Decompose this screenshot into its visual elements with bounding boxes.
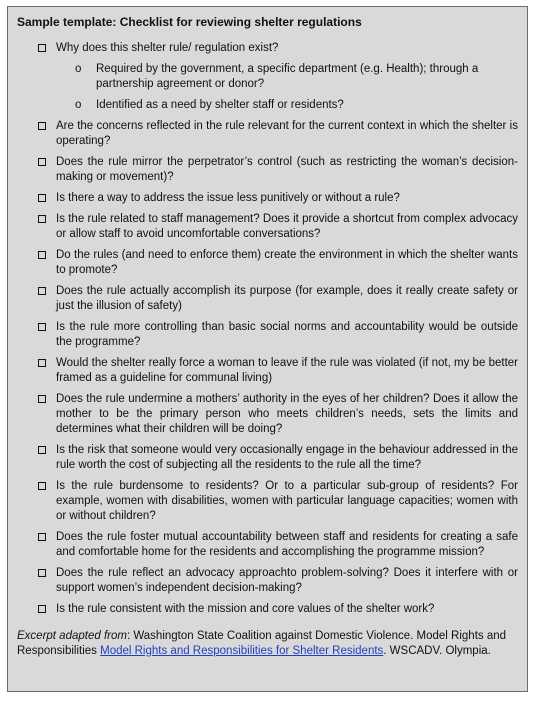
checklist-item-text: Is there a way to address the issue less punitively or without a rule? <box>56 192 400 204</box>
checklist-item-text: Does the rule undermine a mothers’ authority in the eyes of her children? Does it allow the mother to be the primary person who meets children’s needs, sets the limits and determines what their children will be doing? <box>56 393 518 435</box>
checkbox-icon[interactable] <box>38 395 46 403</box>
source-citation <box>17 629 518 659</box>
checklist-title: Sample template: Checklist for reviewing shelter regulations <box>17 15 362 29</box>
checklist-item-text: Is the rule more controlling than basic social norms and accountability would be outside the programme? <box>56 321 518 348</box>
checklist-item <box>8 356 527 386</box>
checklist-item <box>8 443 527 473</box>
checkbox-icon[interactable] <box>38 482 46 490</box>
checklist-item <box>8 566 527 596</box>
checklist-item <box>8 248 527 278</box>
sub-list <box>56 62 518 113</box>
checklist-item-text: Are the concerns reflected in the rule relevant for the current context in which the shelter is operating? <box>56 120 518 147</box>
checkbox-icon[interactable] <box>38 287 46 295</box>
checklist-item-text: Is the rule burdensome to residents? Or to a particular sub-group of residents? For example, women with disabilities, women with particular language capacities; women with or without children? <box>56 480 518 522</box>
citation-link[interactable]: Model Rights and Responsibilities for Shelter Residents <box>100 645 384 657</box>
checkbox-icon[interactable] <box>38 194 46 202</box>
checkbox-icon[interactable] <box>38 158 46 166</box>
checklist-item <box>8 212 527 242</box>
citation-lead: Excerpt adapted from <box>17 630 127 642</box>
checkbox-icon[interactable] <box>38 44 46 52</box>
checklist-item <box>8 191 527 206</box>
checklist-item-text: Does the rule mirror the perpetrator’s control (such as restricting the woman’s decision-making or movement)? <box>56 156 518 183</box>
checklist-item <box>8 602 527 617</box>
citation-text-end: . WSCADV. Olympia. <box>383 645 491 657</box>
sub-item <box>56 98 518 113</box>
sub-item-text: Identified as a need by shelter staff or residents? <box>96 99 344 111</box>
checkbox-icon[interactable] <box>38 446 46 454</box>
circle-bullet-icon: o <box>75 99 82 111</box>
checklist-item <box>8 155 527 185</box>
checklist-item-text: Would the shelter really force a woman to leave if the rule was violated (if not, my be better framed as a guideline for communal living) <box>56 357 518 384</box>
checkbox-icon[interactable] <box>38 323 46 331</box>
checklist-box <box>7 6 528 692</box>
checkbox-icon[interactable] <box>38 215 46 223</box>
checklist-item-text: Does the rule actually accomplish its purpose (for example, does it really create safety or just the illusion of safety) <box>56 285 518 312</box>
checklist-item-text: Why does this shelter rule/ regulation exist? <box>56 42 279 54</box>
checklist-item-text: Does the rule reflect an advocacy approachto problem-solving? Does it interfere with or support women’s independent decision-making? <box>56 567 518 594</box>
checklist-item <box>8 320 527 350</box>
sub-item-text: Required by the government, a specific department (e.g. Health); through a partnership agreement or donor? <box>96 63 479 90</box>
checkbox-icon[interactable] <box>38 605 46 613</box>
checkbox-icon[interactable] <box>38 122 46 130</box>
checklist-item-text: Is the rule consistent with the mission and core values of the shelter work? <box>56 603 435 615</box>
checklist-item <box>8 284 527 314</box>
checklist-item <box>8 41 527 113</box>
checkbox-icon[interactable] <box>38 533 46 541</box>
citation-colon: : <box>126 630 131 642</box>
checklist-item-text: Is the rule related to staff management? Does it provide a shortcut from complex advocacy or allow staff to avoid uncomfortable conversations? <box>56 213 518 240</box>
checklist <box>8 41 527 623</box>
checklist-item-text: Is the risk that someone would very occasionally engage in the behaviour addressed in the rule worth the cost of subjecting all the residents to the rule all the time? <box>56 444 518 471</box>
circle-bullet-icon: o <box>75 63 82 75</box>
checkbox-icon[interactable] <box>38 569 46 577</box>
checkbox-icon[interactable] <box>38 359 46 367</box>
checklist-item <box>8 479 527 524</box>
checklist-item <box>8 392 527 437</box>
checklist-item <box>8 119 527 149</box>
checklist-item <box>8 530 527 560</box>
citation-text: Washington State Coalition against Domestic Violence. Model Rights and Responsibilities <box>17 630 507 657</box>
checklist-item-text: Does the rule foster mutual accountability between staff and residents for creating a safe and comfortable home for the residents and accomplishing the programme mission? <box>56 531 518 558</box>
sub-item <box>56 62 518 92</box>
checkbox-icon[interactable] <box>38 251 46 259</box>
checklist-item-text: Do the rules (and need to enforce them) create the environment in which the shelter wants to promote? <box>56 249 518 276</box>
